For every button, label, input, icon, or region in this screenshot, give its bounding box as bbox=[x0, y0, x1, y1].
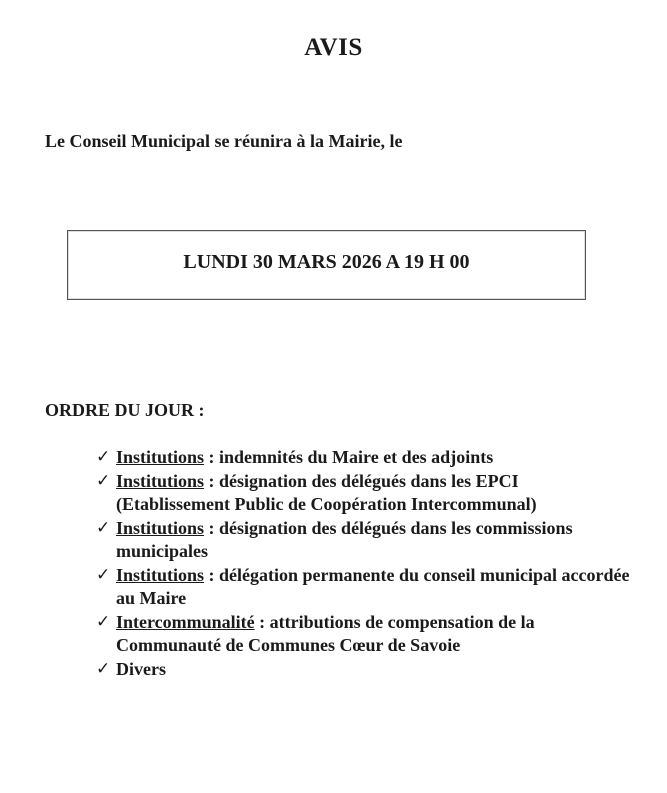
agenda-item-text: : indemnités du Maire et des adjoints bbox=[204, 447, 494, 467]
checkmark-icon: ✓ bbox=[96, 517, 111, 538]
agenda-item-text: : désignation des délégués dans les EPCI (Etablissement Public de Coopération Intercommunal) bbox=[116, 470, 537, 514]
checkmark-icon: ✓ bbox=[96, 658, 111, 679]
meeting-intro: Le Conseil Municipal se réunira à la Mairie, le bbox=[45, 131, 403, 151]
agenda-item bbox=[96, 517, 636, 564]
agenda-heading: ORDRE DU JOUR : bbox=[45, 400, 205, 420]
agenda-item-topic: Intercommunalité bbox=[116, 611, 255, 632]
agenda-item bbox=[96, 658, 636, 682]
agenda-list bbox=[96, 446, 636, 681]
agenda-item bbox=[96, 470, 636, 517]
agenda-item-topic: Institutions bbox=[116, 564, 205, 585]
agenda-item-text: : délégation permanente du conseil municipal accordée au Maire bbox=[116, 564, 630, 608]
agenda-item-topic: Institutions bbox=[116, 517, 205, 538]
agenda-item bbox=[96, 611, 636, 658]
checkmark-icon: ✓ bbox=[96, 470, 111, 491]
checkmark-icon: ✓ bbox=[96, 447, 111, 467]
agenda-item-topic: Institutions bbox=[116, 470, 205, 491]
agenda-item-topic: Institutions bbox=[116, 447, 205, 467]
meeting-date: LUNDI 30 MARS 2026 A 19 H 00 bbox=[183, 250, 470, 273]
meeting-date-box bbox=[67, 230, 586, 300]
agenda-item bbox=[96, 564, 636, 611]
agenda-item-text: : attributions de compensation de la Communauté de Communes Cœur de Savoie bbox=[116, 611, 535, 655]
notice-title: AVIS bbox=[304, 34, 363, 61]
checkmark-icon: ✓ bbox=[96, 611, 111, 632]
checkmark-icon: ✓ bbox=[96, 564, 111, 585]
agenda-item-text: : désignation des délégués dans les commissions municipales bbox=[116, 517, 573, 561]
agenda-item-text: Divers bbox=[116, 658, 166, 679]
agenda-item bbox=[96, 446, 636, 470]
